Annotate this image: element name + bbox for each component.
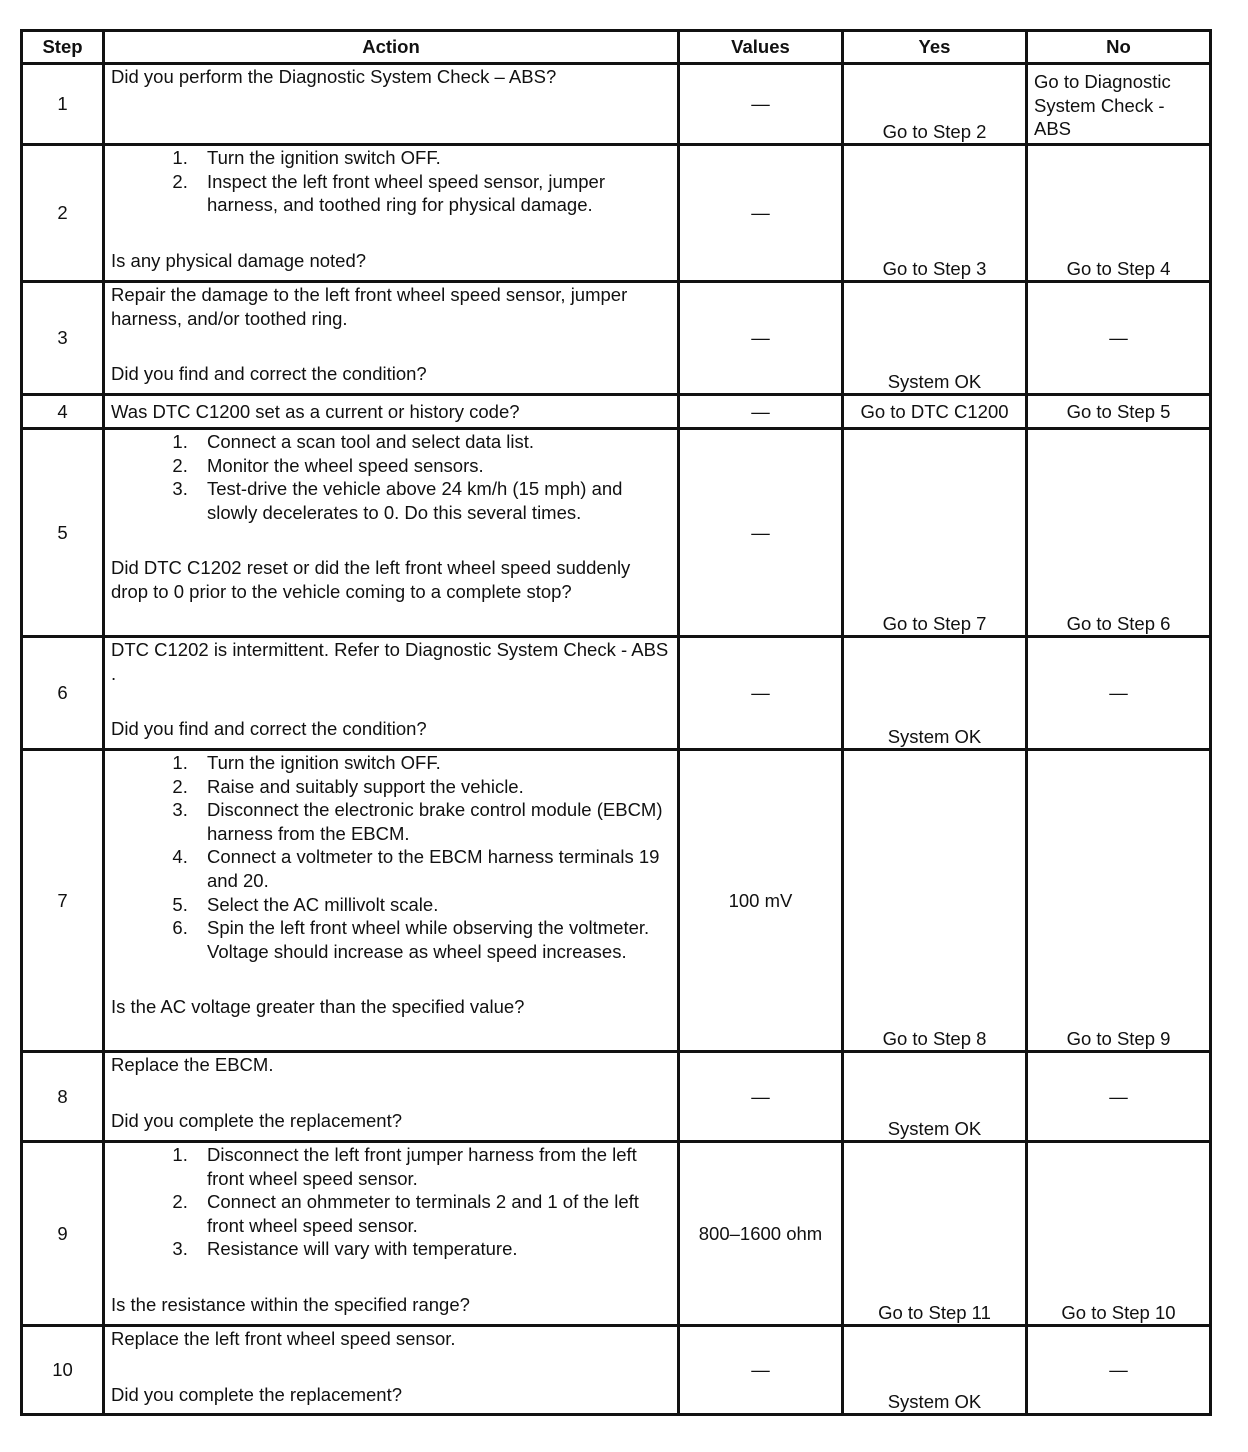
action-question: Did you complete the replacement? bbox=[111, 1109, 403, 1131]
yes-cell: Go to Step 11 bbox=[843, 1142, 1027, 1326]
table-row bbox=[22, 395, 1211, 429]
yes-cell: System OK bbox=[843, 1052, 1027, 1142]
yes-cell: System OK bbox=[843, 282, 1027, 395]
action-question: Did you complete the replacement? bbox=[111, 1383, 403, 1405]
table-row bbox=[22, 145, 1211, 282]
no-cell: — bbox=[1027, 282, 1211, 395]
action-list bbox=[111, 751, 671, 963]
value-cell: — bbox=[679, 1052, 843, 1142]
list-item: 6. Spin the left front wheel while observing the voltmeter. Voltage should increase as wheel speed increases. bbox=[193, 916, 671, 963]
list-item: 3. Resistance will vary with temperature. bbox=[193, 1237, 671, 1261]
list-item: 2. Monitor the wheel speed sensors. bbox=[193, 454, 671, 478]
yes-cell: Go to DTC C1200 bbox=[843, 395, 1027, 429]
table-row bbox=[22, 429, 1211, 637]
list-item: 2. Inspect the left front wheel speed sensor, jumper harness, and toothed ring for physical damage. bbox=[193, 170, 671, 217]
action-cell bbox=[104, 64, 679, 145]
step-number: 10 bbox=[22, 1326, 104, 1415]
step-number: 8 bbox=[22, 1052, 104, 1142]
step-number: 7 bbox=[22, 750, 104, 1052]
list-item: 1. Turn the ignition switch OFF. bbox=[193, 146, 671, 170]
action-text: Replace the left front wheel speed sensor. bbox=[111, 1328, 456, 1349]
value-cell: — bbox=[679, 64, 843, 145]
diagnostic-table bbox=[20, 29, 1212, 1416]
yes-cell: Go to Step 2 bbox=[843, 64, 1027, 145]
action-cell bbox=[104, 637, 679, 750]
no-cell: Go to Step 5 bbox=[1027, 395, 1211, 429]
list-item: 2. Raise and suitably support the vehicle. bbox=[193, 775, 671, 799]
no-cell: Go to Step 4 bbox=[1027, 145, 1211, 282]
table-row bbox=[22, 1326, 1211, 1415]
step-number: 6 bbox=[22, 637, 104, 750]
header-no: No bbox=[1027, 31, 1211, 64]
table-row bbox=[22, 637, 1211, 750]
table-row bbox=[22, 1052, 1211, 1142]
list-item: 3. Test-drive the vehicle above 24 km/h (15 mph) and slowly decelerates to 0. Do this several times. bbox=[193, 477, 671, 524]
header-step: Step bbox=[22, 31, 104, 64]
action-cell bbox=[104, 282, 679, 395]
list-item: 4. Connect a voltmeter to the EBCM harness terminals 19 and 20. bbox=[193, 845, 671, 892]
no-cell: Go to Step 10 bbox=[1027, 1142, 1211, 1326]
table-row bbox=[22, 282, 1211, 395]
table-row bbox=[22, 1142, 1211, 1326]
action-list bbox=[111, 146, 671, 217]
no-cell: — bbox=[1027, 1052, 1211, 1142]
header-values: Values bbox=[679, 31, 843, 64]
yes-cell: Go to Step 3 bbox=[843, 145, 1027, 282]
value-cell: — bbox=[679, 429, 843, 637]
action-cell bbox=[104, 429, 679, 637]
no-cell: Go to Diagnostic System Check - ABS bbox=[1027, 64, 1211, 145]
step-number: 9 bbox=[22, 1142, 104, 1326]
action-question: Did you find and correct the condition? bbox=[111, 718, 427, 740]
value-cell: — bbox=[679, 145, 843, 282]
value-cell: 800–1600 ohm bbox=[679, 1142, 843, 1326]
action-cell bbox=[104, 750, 679, 1052]
action-text: Was DTC C1200 set as a current or history code? bbox=[111, 400, 520, 422]
value-cell: — bbox=[679, 637, 843, 750]
no-cell: — bbox=[1027, 1326, 1211, 1415]
list-item: 5. Select the AC millivolt scale. bbox=[193, 893, 671, 917]
action-question: Did DTC C1202 reset or did the left front wheel speed suddenly drop to 0 prior to the vehicle coming to a complete stop? bbox=[111, 557, 631, 602]
yes-cell: System OK bbox=[843, 1326, 1027, 1415]
header-action: Action bbox=[104, 31, 679, 64]
step-number: 2 bbox=[22, 145, 104, 282]
no-cell: Go to Step 9 bbox=[1027, 750, 1211, 1052]
action-list bbox=[111, 430, 671, 524]
action-list bbox=[111, 1143, 671, 1261]
action-text: Repair the damage to the left front wheel speed sensor, jumper harness, and/or toothed ring. bbox=[111, 284, 628, 329]
yes-cell: Go to Step 8 bbox=[843, 750, 1027, 1052]
action-question: Is the resistance within the specified range? bbox=[111, 1293, 470, 1315]
action-question: Is the AC voltage greater than the specified value? bbox=[111, 996, 525, 1018]
yes-cell: Go to Step 7 bbox=[843, 429, 1027, 637]
action-cell bbox=[104, 1052, 679, 1142]
value-cell: 100 mV bbox=[679, 750, 843, 1052]
value-cell: — bbox=[679, 395, 843, 429]
list-item: 2. Connect an ohmmeter to terminals 2 and 1 of the left front wheel speed sensor. bbox=[193, 1190, 671, 1237]
action-question: Did you find and correct the condition? bbox=[111, 363, 427, 385]
no-cell: — bbox=[1027, 637, 1211, 750]
table-row bbox=[22, 750, 1211, 1052]
step-number: 1 bbox=[22, 64, 104, 145]
action-text: DTC C1202 is intermittent. Refer to Diagnostic System Check - ABS . bbox=[111, 639, 669, 684]
yes-cell: System OK bbox=[843, 637, 1027, 750]
list-item: 3. Disconnect the electronic brake control module (EBCM) harness from the EBCM. bbox=[193, 798, 671, 845]
header-yes: Yes bbox=[843, 31, 1027, 64]
step-number: 3 bbox=[22, 282, 104, 395]
value-cell: — bbox=[679, 282, 843, 395]
action-text: Replace the EBCM. bbox=[111, 1054, 274, 1075]
action-question: Is any physical damage noted? bbox=[111, 249, 367, 271]
list-item: 1. Connect a scan tool and select data list. bbox=[193, 430, 671, 454]
header-row bbox=[22, 31, 1211, 64]
list-item: 1. Turn the ignition switch OFF. bbox=[193, 751, 671, 775]
action-cell bbox=[104, 1142, 679, 1326]
action-cell bbox=[104, 1326, 679, 1415]
table-row bbox=[22, 64, 1211, 145]
action-cell bbox=[104, 145, 679, 282]
action-cell bbox=[104, 395, 679, 429]
step-number: 5 bbox=[22, 429, 104, 637]
list-item: 1. Disconnect the left front jumper harness from the left front wheel speed sensor. bbox=[193, 1143, 671, 1190]
step-number: 4 bbox=[22, 395, 104, 429]
value-cell: — bbox=[679, 1326, 843, 1415]
action-text: Did you perform the Diagnostic System Check – ABS? bbox=[111, 66, 557, 87]
no-cell: Go to Step 6 bbox=[1027, 429, 1211, 637]
